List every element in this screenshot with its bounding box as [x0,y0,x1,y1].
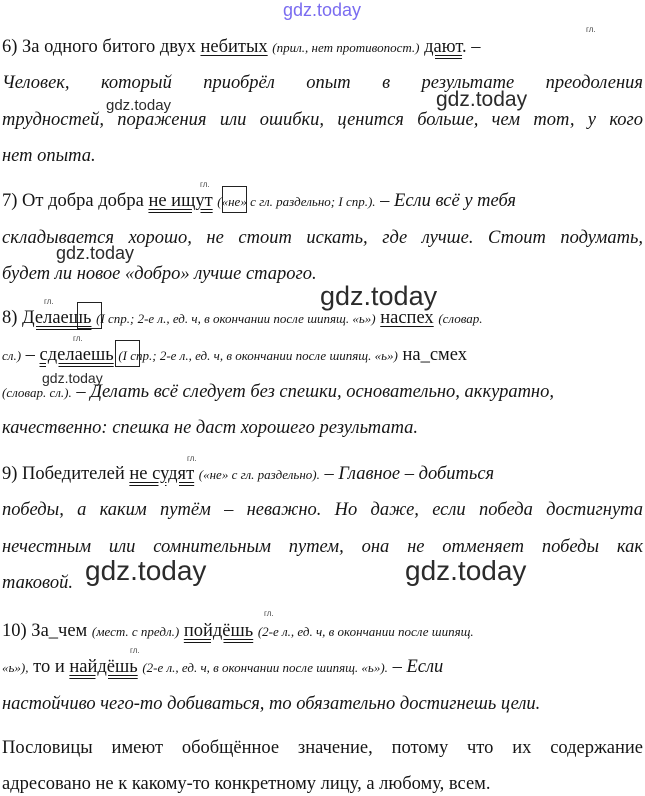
item-10-line-1: 10) За_чем (мест. с предл.) пойдёшь (2-е л., ед. ч, в окончании после шипящ. [2,621,474,641]
watermark: gdz.today [320,281,438,311]
watermark-top: gdz.today [283,0,362,20]
part-of-speech-mark: гл. [264,609,274,618]
watermark: gdz.today [436,88,528,111]
part-of-speech-mark: гл. [73,334,83,343]
item-9-line-2: победы, а каким путём – неважно. Но даже, если победа достигнута [2,500,643,520]
keyword-naspekh: наспех [380,308,434,328]
item-7-line-2: складывается хорошо, не стоит искать, где лучше. Стоит подумать, [2,228,643,248]
summary-line-2: адресовано не к какому-то конкретному лицу, а любому, всем. [2,774,491,794]
keyword-ne-ishchut: не ищут [148,191,213,211]
item-8-line-4: качественно: спешка не даст хорошего результата. [2,418,419,438]
item-9-line-4: таковой. [2,573,73,593]
item-6-line-2: Человек, который приобрёл опыт в результате преодоления [2,73,643,93]
part-of-speech-mark: гл. [130,646,140,655]
keyword-sdelaesh: сделаешь [39,345,114,365]
keyword-delaesh: Делаешь [22,308,92,328]
keyword-za-chem: За_чем [31,621,88,641]
item-8-line-2: сл.) – сделаешь (I спр.; 2-е л., ед. ч, в окончании после шипящ. «ь») на_смех [2,345,467,365]
keyword-na-smekh: на_смех [402,345,467,365]
item-9-line-3: нечестным или сомнительным путем, она не отменяет победы как [2,537,643,557]
keyword-poydesh: пойдёшь [183,621,254,641]
watermark: gdz.today [405,555,527,586]
item-6-line-1: 6) За одного битого двух небитых (прил., нет противопост.) дают. – [2,37,481,57]
item-8-line-1: 8) Делаешь (I спр.; 2-е л., ед. ч, в окончании после шипящ. «ь») наспех (словар. [2,308,483,328]
item-8-line-3: (словар. сл.). – Делать всё следует без спешки, основательно, аккуратно, [2,382,554,402]
keyword-dayut: дают [424,37,463,57]
watermark: gdz.today [85,555,207,586]
summary-line-1: Пословицы имеют обобщённое значение, потому что их содержание [2,738,643,758]
item-7-line-1: 7) От добра добра не ищут («не» с гл. раздельно; I спр.). – Если всё у тебя [2,191,516,211]
item-9-line-1: 9) Победителей не судят («не» с гл. раздельно). – Главное – добиться [2,464,495,484]
keyword-nebitykh: небитых [200,37,268,57]
item-10-line-2: «ь»), то и найдёшь (2-е л., ед. ч, в окончании после шипящ. «ь»). – Если [2,657,444,677]
watermark: gdz.today [106,97,172,114]
part-of-speech-mark: гл. [187,454,197,463]
item-6-line-3: трудностей, поражения или ошибки, ценится больше, чем тот, у кого [2,110,643,130]
item-10-line-3: настойчиво чего-то добиваться, то обязательно достигнешь цели. [2,694,541,714]
part-of-speech-mark: гл. [586,25,596,34]
part-of-speech-mark: гл. [44,297,54,306]
item-7-line-3: будет ли новое «добро» лучше старого. [2,264,317,284]
watermark: gdz.today [42,370,103,386]
item-6-line-4: нет опыта. [2,146,96,166]
keyword-naydesh: найдёшь [69,657,138,677]
watermark: gdz.today [56,243,135,263]
part-of-speech-mark: гл. [200,180,210,189]
keyword-ne-sudyat: не судят [129,464,195,484]
